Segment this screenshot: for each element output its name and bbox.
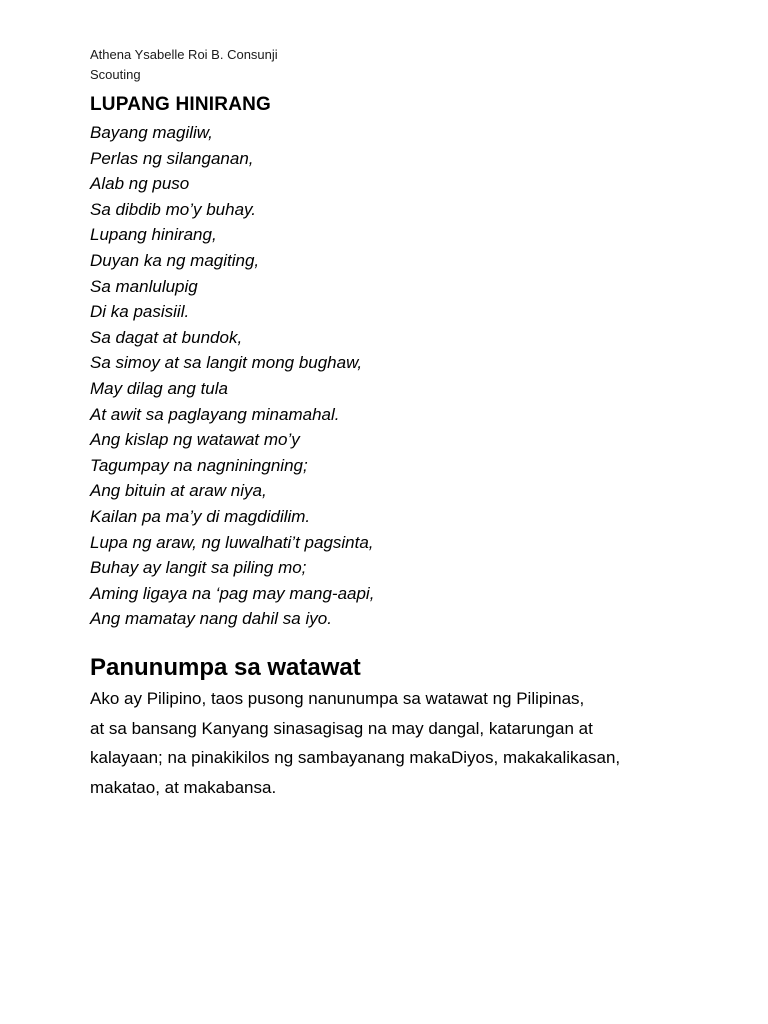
pledge-line: kalayaan; na pinakikilos ng sambayanang makaDiyos, makakalikasan,	[90, 748, 621, 767]
anthem-lyrics	[90, 120, 374, 632]
anthem-line: Duyan ka ng magiting,	[90, 250, 260, 270]
anthem-line: Lupang hinirang,	[90, 225, 217, 245]
anthem-line: Aming ligaya na ‘pag may mang-aapi,	[90, 583, 375, 603]
anthem-line: Ang mamatay nang dahil sa iyo.	[90, 609, 332, 629]
anthem-line: Di ka pasisiil.	[90, 302, 190, 322]
anthem-line: Buhay ay langit sa piling mo;	[90, 558, 307, 578]
pledge-line: Ako ay Pilipino, taos pusong nanunumpa sa watawat ng Pilipinas,	[90, 689, 585, 708]
pledge-line: at sa bansang Kanyang sinasagisag na may dangal, katarungan at	[90, 718, 593, 738]
pledge-title: Panunumpa sa watawat	[90, 654, 361, 681]
anthem-line: Tagumpay na nagniningning;	[90, 455, 308, 475]
anthem-line: Perlas ng silanganan,	[90, 148, 254, 168]
anthem-line: Sa manlulupig	[90, 276, 198, 296]
subject-label: Scouting	[90, 67, 141, 82]
author-name: Athena Ysabelle Roi B. Consunji	[90, 47, 278, 62]
anthem-line: Ang kislap ng watawat mo’y	[90, 430, 300, 450]
anthem-line: Bayang magiliw,	[90, 123, 213, 142]
anthem-line: At awit sa paglayang minamahal.	[90, 404, 340, 424]
anthem-line: Kailan pa ma’y di magdidilim.	[90, 506, 311, 526]
anthem-title: LUPANG HINIRANG	[90, 94, 272, 115]
anthem-line: Lupa ng araw, ng luwalhati’t pagsinta,	[90, 532, 374, 552]
anthem-line: Sa dagat at bundok,	[90, 327, 243, 347]
anthem-line: Sa dibdib mo’y buhay.	[90, 199, 257, 219]
pledge-text	[90, 684, 620, 802]
anthem-line: Sa simoy at sa langit mong bughaw,	[90, 353, 363, 373]
anthem-line: Ang bituin at araw niya,	[90, 481, 267, 501]
anthem-line: May dilag ang tula	[90, 378, 228, 398]
pledge-line: makatao, at makabansa.	[90, 777, 277, 797]
anthem-line: Alab ng puso	[90, 174, 190, 194]
